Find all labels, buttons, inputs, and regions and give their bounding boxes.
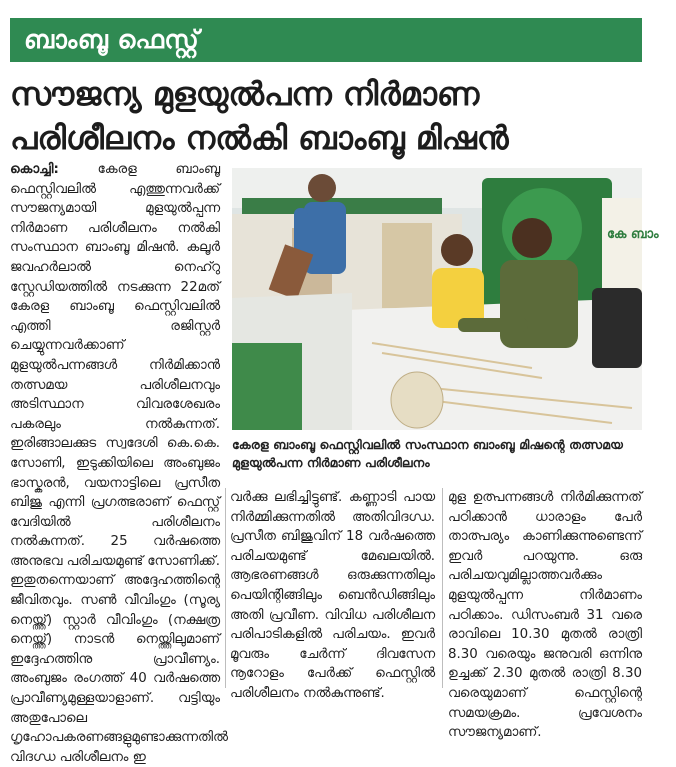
column-divider — [442, 488, 443, 688]
dateline: കൊച്ചി: — [10, 162, 59, 177]
section-banner — [10, 18, 642, 62]
column-1-text: കേരള ബാംബൂ ഫെസ്റ്റിവലിൽ എത്തുന്നവർക്ക് സൗജന്യമായി മുളയുൽപ്പന്ന നിർമാണ പരിശീലനം നൽകി സംസ്ഥാന ബാംബൂ മിഷൻ. കലൂർ ജവഹർലാൽ നെഹ്റു സ്റ്റേഡിയത്തിൽ നടക്കുന്ന 22മത് കേരള ബാംബൂ ഫെസ്റ്റിവലിൽ എത്തി രജിസ്റ്റർ ചെയ്യുന്നവർക്കാണ് മുളയുൽപന്നങ്ങൾ നിർമിക്കാൻ തത്സമയ പരിശീലനവും അടിസ്ഥാന വിവരശേഖരം പകരലും നൽകുന്നത്. ഇരിങ്ങാലക്കുട സ്വദേശി കെ.കെ. സോണി, ഇടുക്കിയിലെ അംബുജം ഭാസ്കരൻ, വയനാട്ടിലെ പ്രസീത ബിജു എന്നി പ്രഗത്ഭരാണ് ഫെസ്റ്റ് വേദിയിൽ പരിശീലനം നൽകുന്നത്. 25 വർഷത്തെ അനുഭവ പരിചയമുണ്ട് സോണിക്ക്. ഇതുതന്നെയാണ് അദ്ദേഹത്തിന്റെ ജീവിതവും. സൺ വീവിംഗും (സൂര്യ നെയ്ത്ത്) സ്റ്റാർ വീവിംഗും (നക്ഷത്ര നെയ്ത്ത്) നാടൻ നെയ്ത്തിലുമാണ് ഇദ്ദേഹത്തിനു പ്രാവീണ്യം. അംബുജം രംഗത്ത് 40 വർഷത്തെ പ്രാവീണ്യമുള്ളയാളാണ്. വട്ടിയും അതുപോലെ ഗൃഹോപകരണങ്ങളുമുണ്ടാക്കുന്നതിൽ വിദഗ്ധ പരിശീലനം ഇ — [10, 162, 228, 765]
signage-title: കേ ബാം — [607, 227, 659, 242]
article-column-2: വർക്കു ലഭിച്ചിട്ടുണ്ട്. കണ്ണാടി പായ നിർമ്മിക്കുന്നതിൽ അതിവിദഗ്ധ. പ്രസീത ബിജുവിന് 18 വർഷത്തെ പരിചയമുണ്ട് മേഖലയിൽ. ആഭരണങ്ങൾ ഒരുക്കുന്നതിലും പെയിന്റിങ്ങിലും ബെൻഡിങ്ങിലും അതി പ്രവീണ. വിവിധ പരിശീലന പരിപാടികളിൽ പരിചയം. ഇവർ മൂവരും ചേർന്ന് ദിവസേന നൂറോളം പേർക്ക് ഫെസ്റ്റിൽ പരിശീലനം നൽകുന്നുണ്ട്. — [230, 490, 435, 701]
photo-illustration — [232, 168, 659, 430]
headline-line-1: സൗജന്യ മുളയുൽപന്ന നിർമാണ — [10, 75, 480, 113]
headline-line-2: പരിശീലനം നൽകി ബാംബൂ മിഷൻ — [10, 119, 509, 157]
article-photo — [232, 168, 659, 430]
section-label: ബാംബൂ ഫെസ്റ്റ് — [24, 25, 200, 54]
article-column-1 — [10, 160, 228, 767]
article-column-3: മുള ഉത്പന്നങ്ങൾ നിർമിക്കുന്നത് പഠിക്കാൻ ധാരാളം പേർ താത്പര്യം കാണിക്കുന്നുണ്ടെന്ന് ഇവർ പറയുന്നു. ഒരു പരിചയവുമില്ലാത്തവർക്കും മുളയുൽപ്പന്ന നിർമാണം പഠിക്കാം. ഡിസംബർ 31 വരെ രാവിലെ 10.30 മുതൽ രാത്രി 8.30 വരെയും ജനുവരി ഒന്നിനു ഉച്ചക്ക് 2.30 മുതൽ രാത്രി 8.30 വരെയുമാണ് ഫെസ്റ്റിന്റെ സമയക്രമം. പ്രവേശനം സൗജന്യമാണ്. — [448, 490, 642, 741]
photo-caption: കേരള ബാംബൂ ഫെസ്റ്റിവലിൽ സംസ്ഥാന ബാംബൂ മിഷന്റെ തത്സമയ മുളയുൽപന്ന നിർമാണ പരിശീലനം — [232, 437, 624, 470]
column-divider — [225, 488, 226, 688]
headline — [10, 72, 650, 160]
